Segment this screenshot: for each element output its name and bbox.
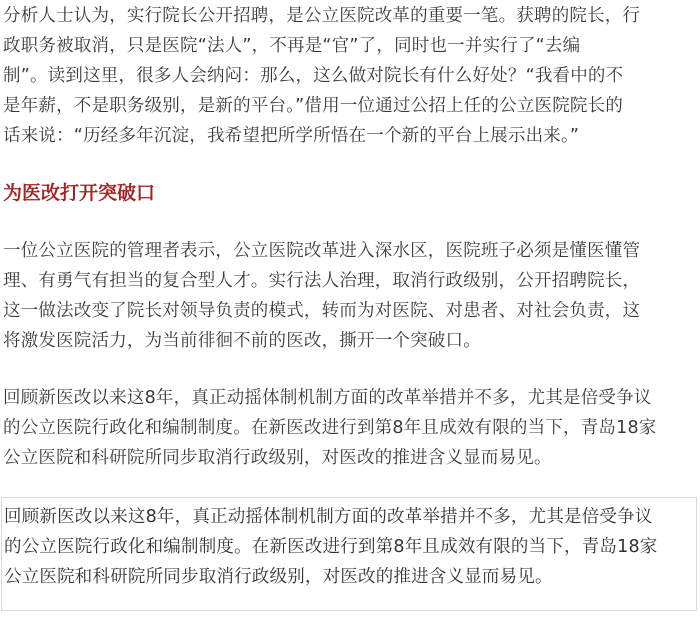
section-heading: 为医改打开突破口 — [3, 182, 156, 204]
paragraph-line: 分析人士认为，实行院长公开招聘，是公立医院改革的重要一笔。获聘的院长，行 — [3, 6, 641, 26]
paragraph-line: 政职务被取消，只是医院“法人”，不再是“官”了，同时也一并实行了“去编 — [3, 36, 581, 56]
paragraph-line: 这一做法改变了院长对领导负责的模式，转而为对医院、对患者、对社会负责，这 — [3, 301, 641, 321]
paragraph-line: 话来说：“历经多年沉淀，我希望把所学所悟在一个新的平台上展示出来。” — [3, 126, 580, 146]
paragraph-line: 的公立医院行政化和编制制度。在新医改进行到第8年且成效有限的当下，青岛18家 — [3, 418, 657, 438]
paragraph-line: 回顾新医改以来这8年，真正动摇体制机制方面的改革举措并不多，尤其是倍受争议 — [3, 388, 652, 408]
article-paragraph-1 — [3, 1, 693, 151]
paragraph-line: 是年薪，不是职务级别，是新的平台。”借用一位通过公招上任的公立医院院长的 — [3, 96, 624, 116]
article-paragraph-3 — [3, 383, 693, 473]
paragraph-line: 理、有勇气有担当的复合型人才。实行法人治理，取消行政级别，公开招聘院长， — [3, 271, 641, 291]
paragraph-line: 一位公立医院的管理者表示，公立医院改革进入深水区，医院班子必须是懂医懂管 — [3, 241, 641, 261]
article-paragraph-2 — [3, 236, 693, 356]
paragraph-line: 公立医院和科研院所同步取消行政级别，对医改的推进含义显而易见。 — [4, 567, 553, 587]
article-paragraph-4 — [4, 502, 694, 592]
paragraph-line: 的公立医院行政化和编制制度。在新医改进行到第8年且成效有限的当下，青岛18家 — [4, 537, 658, 557]
paragraph-line: 将激发医院活力，为当前徘徊不前的医改，撕开一个突破口。 — [3, 331, 481, 351]
paragraph-line: 回顾新医改以来这8年，真正动摇体制机制方面的改革举措并不多，尤其是倍受争议 — [4, 507, 653, 527]
paragraph-line: 制”。读到这里，很多人会纳闷：那么，这么做对院长有什么好处？“我看中的不 — [3, 66, 624, 86]
paragraph-line: 公立医院和科研院所同步取消行政级别，对医改的推进含义显而易见。 — [3, 448, 552, 468]
